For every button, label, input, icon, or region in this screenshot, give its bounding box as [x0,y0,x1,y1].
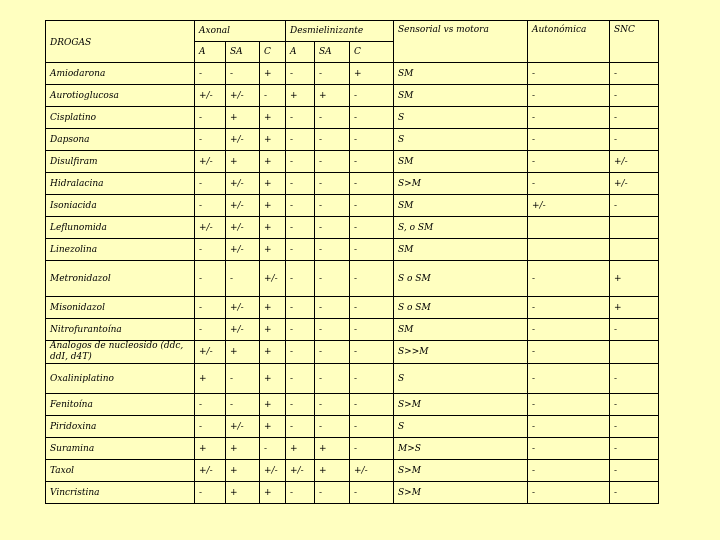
cell-axonal-a: - [195,173,226,195]
cell-desmiel-c: - [350,416,394,438]
subheader-desmiel-sa: SA [315,42,350,63]
drug-name: Aurotioglucosa [46,85,195,107]
cell-axonal-sa: + [226,151,260,173]
subheader-axonal-a: A [195,42,226,63]
cell-sensorial-motora: M>S [394,438,528,460]
header-desmielinizante: Desmielinizante [286,21,394,42]
cell-sensorial-motora: S>M [394,482,528,504]
cell-axonal-a: + [195,438,226,460]
cell-snc: - [610,482,659,504]
cell-desmiel-sa: - [315,341,350,364]
subheader-desmiel-c: C [350,42,394,63]
cell-desmiel-a: - [286,239,315,261]
cell-desmiel-a: - [286,482,315,504]
header-axonal: Axonal [195,21,286,42]
cell-desmiel-a: +/- [286,460,315,482]
cell-axonal-a: +/- [195,341,226,364]
cell-desmiel-a: - [286,195,315,217]
cell-sensorial-motora: SM [394,85,528,107]
cell-axonal-a: - [195,63,226,85]
cell-axonal-sa: +/- [226,319,260,341]
table-row [46,319,659,341]
cell-autonomica: - [528,364,610,394]
table-row [46,438,659,460]
cell-axonal-c: + [260,129,286,151]
cell-desmiel-sa: + [315,85,350,107]
cell-desmiel-c: - [350,195,394,217]
table-row [46,151,659,173]
cell-desmiel-sa: - [315,482,350,504]
table-row [46,297,659,319]
cell-snc: + [610,297,659,319]
cell-sensorial-motora: S>M [394,173,528,195]
cell-snc: - [610,394,659,416]
cell-axonal-c: + [260,151,286,173]
cell-axonal-sa: - [226,63,260,85]
drug-name: Amiodarona [46,63,195,85]
cell-desmiel-sa: - [315,151,350,173]
cell-desmiel-sa: + [315,438,350,460]
cell-sensorial-motora: SM [394,239,528,261]
cell-axonal-c: + [260,239,286,261]
table-row [46,195,659,217]
cell-autonomica: - [528,416,610,438]
cell-desmiel-a: + [286,85,315,107]
cell-autonomica [528,239,610,261]
cell-desmiel-c: - [350,297,394,319]
cell-axonal-sa: + [226,460,260,482]
drug-name: Taxol [46,460,195,482]
cell-sensorial-motora: S>M [394,460,528,482]
cell-desmiel-a: - [286,261,315,297]
cell-axonal-a: - [195,107,226,129]
cell-axonal-c: +/- [260,261,286,297]
cell-sensorial-motora: S [394,364,528,394]
cell-snc: + [610,261,659,297]
cell-desmiel-c: - [350,239,394,261]
header-autonomica: Autonómica [528,21,610,63]
cell-autonomica: +/- [528,195,610,217]
cell-snc: - [610,85,659,107]
cell-snc: - [610,195,659,217]
cell-snc [610,341,659,364]
cell-axonal-sa: + [226,341,260,364]
drug-name: Hidralacina [46,173,195,195]
drug-name: Misonidazol [46,297,195,319]
cell-snc: - [610,438,659,460]
drug-name: Vincristina [46,482,195,504]
cell-axonal-sa: +/- [226,129,260,151]
cell-axonal-c: + [260,364,286,394]
cell-desmiel-a: - [286,416,315,438]
table-row [46,341,659,364]
cell-axonal-a: +/- [195,151,226,173]
cell-axonal-sa: - [226,394,260,416]
cell-axonal-sa: +/- [226,297,260,319]
header-drogas: DROGAS [46,21,195,63]
cell-autonomica: - [528,107,610,129]
cell-desmiel-a: - [286,297,315,319]
cell-axonal-sa: +/- [226,173,260,195]
cell-axonal-sa: + [226,107,260,129]
cell-sensorial-motora: SM [394,63,528,85]
table-row [46,364,659,394]
cell-desmiel-c: - [350,438,394,460]
cell-autonomica: - [528,63,610,85]
cell-desmiel-sa: - [315,319,350,341]
cell-axonal-a: - [195,261,226,297]
cell-axonal-c: +/- [260,460,286,482]
cell-snc [610,239,659,261]
cell-desmiel-sa: - [315,107,350,129]
cell-desmiel-sa: - [315,63,350,85]
cell-axonal-sa: +/- [226,239,260,261]
cell-axonal-c: + [260,341,286,364]
cell-desmiel-c: - [350,173,394,195]
cell-autonomica: - [528,438,610,460]
cell-desmiel-sa: - [315,394,350,416]
cell-desmiel-c: - [350,107,394,129]
cell-axonal-a: - [195,319,226,341]
cell-desmiel-c: - [350,394,394,416]
cell-desmiel-c: - [350,85,394,107]
cell-axonal-c: + [260,394,286,416]
cell-desmiel-a: - [286,319,315,341]
cell-axonal-sa: - [226,261,260,297]
table-row [46,63,659,85]
drug-name: Nitrofurantoína [46,319,195,341]
cell-autonomica: - [528,482,610,504]
cell-autonomica: - [528,173,610,195]
cell-desmiel-c: - [350,319,394,341]
cell-desmiel-a: - [286,364,315,394]
cell-sensorial-motora: S, o SM [394,217,528,239]
cell-desmiel-sa: - [315,217,350,239]
cell-desmiel-sa: - [315,195,350,217]
cell-axonal-a: - [195,129,226,151]
cell-axonal-a: + [195,364,226,394]
drug-neuropathy-table-container [45,20,659,504]
cell-axonal-c: + [260,195,286,217]
cell-autonomica: - [528,319,610,341]
subheader-axonal-sa: SA [226,42,260,63]
cell-axonal-a: - [195,482,226,504]
drug-name: Dapsona [46,129,195,151]
cell-desmiel-sa: - [315,416,350,438]
table-body [46,63,659,504]
cell-sensorial-motora: SM [394,151,528,173]
cell-autonomica: - [528,85,610,107]
drug-name: Leflunomida [46,217,195,239]
cell-axonal-c: + [260,107,286,129]
drug-name: Fenitoína [46,394,195,416]
cell-desmiel-a: - [286,394,315,416]
cell-desmiel-c: - [350,217,394,239]
cell-sensorial-motora: SM [394,319,528,341]
cell-desmiel-sa: - [315,173,350,195]
cell-axonal-a: - [195,394,226,416]
cell-sensorial-motora: S o SM [394,261,528,297]
cell-sensorial-motora: SM [394,195,528,217]
cell-axonal-sa: + [226,438,260,460]
drug-name: Metronidazol [46,261,195,297]
cell-axonal-a: - [195,195,226,217]
header-sensorial-motora: Sensorial vs motora [394,21,528,63]
cell-sensorial-motora: S>>M [394,341,528,364]
cell-snc: - [610,107,659,129]
cell-axonal-c: - [260,85,286,107]
cell-autonomica: - [528,129,610,151]
cell-axonal-sa: +/- [226,217,260,239]
table-row [46,217,659,239]
cell-desmiel-c: - [350,261,394,297]
cell-axonal-sa: - [226,364,260,394]
cell-autonomica: - [528,151,610,173]
table-row [46,482,659,504]
cell-desmiel-a: - [286,173,315,195]
cell-axonal-c: + [260,63,286,85]
cell-desmiel-sa: - [315,261,350,297]
cell-desmiel-a: - [286,341,315,364]
drug-name: Cisplatino [46,107,195,129]
table-row [46,460,659,482]
cell-axonal-a: +/- [195,217,226,239]
cell-desmiel-sa: - [315,129,350,151]
cell-autonomica: - [528,297,610,319]
cell-axonal-sa: +/- [226,416,260,438]
cell-axonal-a: +/- [195,85,226,107]
drug-name: Oxaliniplatino [46,364,195,394]
cell-snc: - [610,129,659,151]
cell-axonal-a: - [195,239,226,261]
cell-axonal-a: - [195,416,226,438]
drug-name: Isoniacida [46,195,195,217]
cell-axonal-sa: +/- [226,195,260,217]
cell-desmiel-sa: - [315,364,350,394]
cell-axonal-sa: + [226,482,260,504]
cell-axonal-c: + [260,297,286,319]
cell-desmiel-c: - [350,151,394,173]
cell-sensorial-motora: S>M [394,394,528,416]
cell-desmiel-a: - [286,129,315,151]
drug-name: Piridoxina [46,416,195,438]
cell-axonal-a: +/- [195,460,226,482]
cell-desmiel-a: + [286,438,315,460]
cell-axonal-c: + [260,173,286,195]
table-row [46,416,659,438]
table-row [46,394,659,416]
cell-snc: +/- [610,173,659,195]
cell-sensorial-motora: S [394,416,528,438]
cell-desmiel-a: - [286,63,315,85]
cell-desmiel-a: - [286,151,315,173]
table-row [46,107,659,129]
cell-desmiel-c: +/- [350,460,394,482]
cell-axonal-c: + [260,482,286,504]
cell-snc: - [610,364,659,394]
cell-snc: - [610,319,659,341]
cell-axonal-c: + [260,416,286,438]
cell-desmiel-c: - [350,341,394,364]
cell-autonomica: - [528,261,610,297]
cell-snc: +/- [610,151,659,173]
cell-autonomica: - [528,394,610,416]
table-row [46,239,659,261]
cell-desmiel-c: - [350,129,394,151]
cell-desmiel-c: - [350,364,394,394]
cell-sensorial-motora: S o SM [394,297,528,319]
cell-autonomica: - [528,341,610,364]
cell-axonal-sa: +/- [226,85,260,107]
cell-snc [610,217,659,239]
cell-desmiel-a: - [286,107,315,129]
cell-snc: - [610,63,659,85]
cell-desmiel-a: - [286,217,315,239]
table-row [46,85,659,107]
cell-autonomica [528,217,610,239]
drug-name: Analogos de nucleosido (ddc, ddI, d4T) [46,341,195,364]
drug-neuropathy-table [45,20,659,504]
table-row [46,173,659,195]
header-snc: SNC [610,21,659,63]
drug-name: Linezolina [46,239,195,261]
cell-snc: - [610,416,659,438]
table-row [46,261,659,297]
cell-desmiel-sa: - [315,297,350,319]
cell-axonal-c: + [260,217,286,239]
cell-axonal-a: - [195,297,226,319]
cell-desmiel-sa: + [315,460,350,482]
table-row [46,129,659,151]
cell-desmiel-sa: - [315,239,350,261]
subheader-desmiel-a: A [286,42,315,63]
cell-desmiel-c: + [350,63,394,85]
cell-axonal-c: + [260,319,286,341]
cell-sensorial-motora: S [394,129,528,151]
subheader-axonal-c: C [260,42,286,63]
cell-autonomica: - [528,460,610,482]
drug-name: Suramina [46,438,195,460]
cell-sensorial-motora: S [394,107,528,129]
cell-snc: - [610,460,659,482]
cell-desmiel-c: - [350,482,394,504]
drug-name: Disulfiram [46,151,195,173]
cell-axonal-c: - [260,438,286,460]
